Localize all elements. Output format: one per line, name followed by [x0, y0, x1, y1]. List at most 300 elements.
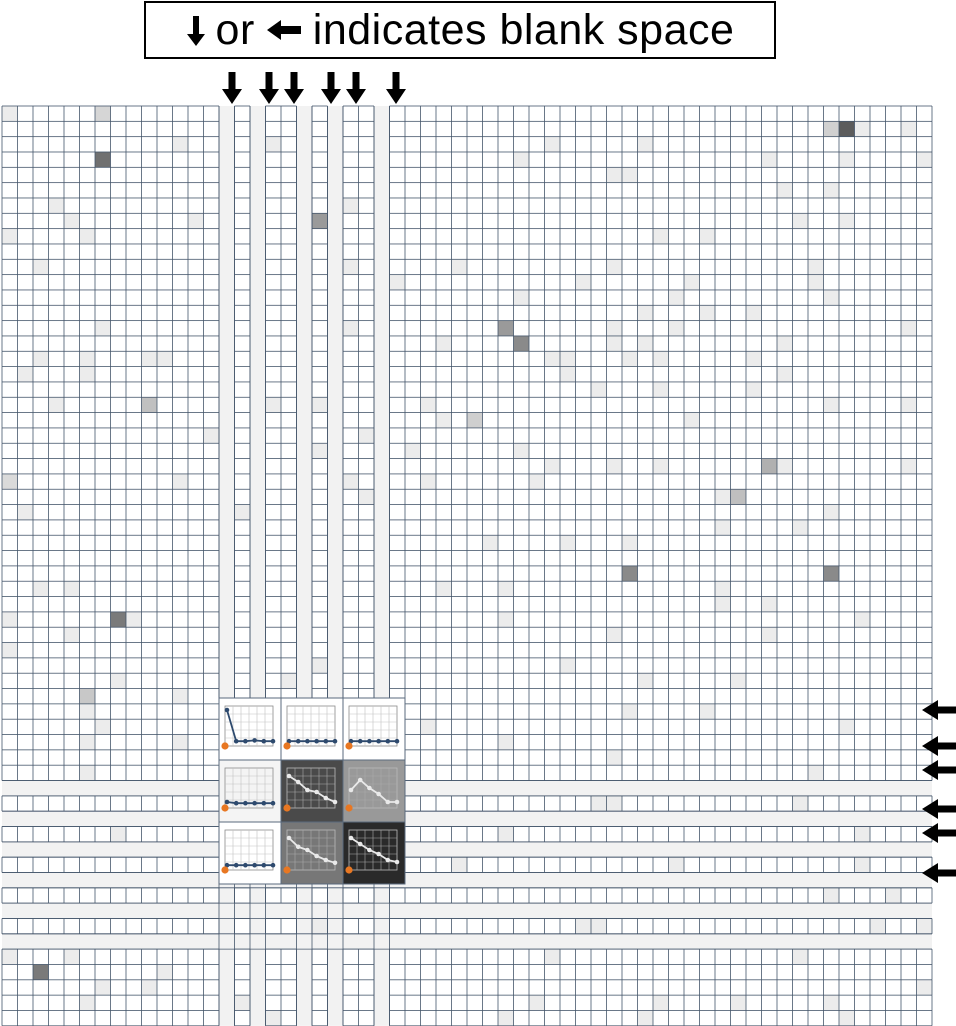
matrix-cell: [498, 443, 514, 458]
matrix-cell: [18, 673, 34, 688]
matrix-cell: [64, 428, 80, 443]
matrix-cell: [591, 995, 607, 1010]
matrix-cell: [188, 689, 204, 704]
matrix-cell: [49, 505, 65, 520]
matrix-cell: [917, 290, 933, 305]
matrix-cell: [204, 750, 220, 765]
matrix-cell: [266, 474, 282, 489]
matrix-cell: [126, 827, 142, 842]
matrix-cell: [746, 765, 762, 780]
matrix-cell: [870, 459, 886, 474]
matrix-cell: [2, 290, 18, 305]
matrix-cell: [142, 290, 158, 305]
matrix-cell: [421, 765, 437, 780]
matrix-cell: [452, 995, 468, 1010]
matrix-cell: [188, 627, 204, 642]
matrix-cell: [560, 413, 576, 428]
matrix-cell: [18, 290, 34, 305]
matrix-cell: [793, 719, 809, 734]
matrix-cell: [824, 918, 840, 933]
matrix-cell: [529, 566, 545, 581]
matrix-cell: [126, 321, 142, 336]
matrix-cell: [886, 413, 902, 428]
matrix-cell: [560, 351, 576, 366]
matrix-cell: [405, 290, 421, 305]
matrix-cell: [390, 627, 406, 642]
matrix-cell: [684, 152, 700, 167]
blank-row-band: [2, 934, 932, 949]
matrix-cell: [700, 918, 716, 933]
matrix-cell: [204, 137, 220, 152]
matrix-cell: [855, 551, 871, 566]
matrix-cell: [700, 964, 716, 979]
matrix-cell: [793, 520, 809, 535]
matrix-cell: [436, 1010, 452, 1025]
matrix-cell: [824, 719, 840, 734]
matrix-cell: [746, 888, 762, 903]
matrix-cell: [157, 213, 173, 228]
matrix-cell: [917, 719, 933, 734]
matrix-cell: [64, 551, 80, 566]
matrix-cell: [157, 597, 173, 612]
matrix-cell: [576, 566, 592, 581]
matrix-cell: [545, 597, 561, 612]
matrix-cell: [638, 428, 654, 443]
matrix-cell: [2, 796, 18, 811]
matrix-cell: [359, 535, 375, 550]
matrix-cell: [901, 612, 917, 627]
matrix-cell: [669, 566, 685, 581]
matrix-cell: [405, 520, 421, 535]
matrix-cell: [452, 474, 468, 489]
matrix-cell: [793, 995, 809, 1010]
matrix-cell: [64, 275, 80, 290]
matrix-cell: [638, 535, 654, 550]
matrix-cell: [839, 183, 855, 198]
matrix-cell: [731, 505, 747, 520]
matrix-cell: [204, 167, 220, 182]
matrix-cell: [669, 719, 685, 734]
matrix-cell: [622, 428, 638, 443]
matrix-cell: [452, 827, 468, 842]
matrix-cell: [870, 474, 886, 489]
matrix-cell: [529, 535, 545, 550]
matrix-cell: [204, 505, 220, 520]
matrix-cell: [855, 198, 871, 213]
matrix-cell: [886, 397, 902, 412]
matrix-cell: [483, 857, 499, 872]
matrix-cell: [529, 259, 545, 274]
matrix-cell: [731, 259, 747, 274]
matrix-cell: [762, 474, 778, 489]
matrix-cell: [142, 658, 158, 673]
matrix-cell: [235, 535, 251, 550]
matrix-cell: [607, 551, 623, 566]
matrix-cell: [715, 658, 731, 673]
matrix-cell: [126, 796, 142, 811]
matrix-cell: [638, 351, 654, 366]
matrix-cell: [343, 367, 359, 382]
matrix-cell: [839, 305, 855, 320]
matrix-cell: [235, 137, 251, 152]
matrix-cell: [204, 198, 220, 213]
matrix-cell: [886, 643, 902, 658]
matrix-cell: [653, 673, 669, 688]
matrix-cell: [638, 888, 654, 903]
matrix-cell: [901, 183, 917, 198]
matrix-cell: [808, 949, 824, 964]
matrix-cell: [808, 305, 824, 320]
matrix-cell: [390, 995, 406, 1010]
matrix-cell: [514, 321, 530, 336]
matrix-cell: [452, 428, 468, 443]
matrix-cell: [281, 597, 297, 612]
matrix-cell: [281, 152, 297, 167]
matrix-cell: [204, 336, 220, 351]
matrix-cell: [467, 167, 483, 182]
matrix-cell: [421, 750, 437, 765]
matrix-cell: [560, 980, 576, 995]
matrix-cell: [839, 566, 855, 581]
matrix-cell: [622, 505, 638, 520]
matrix-cell: [669, 152, 685, 167]
matrix-cell: [514, 827, 530, 842]
matrix-cell: [80, 290, 96, 305]
matrix-cell: [436, 321, 452, 336]
matrix-cell: [95, 167, 111, 182]
matrix-cell: [498, 627, 514, 642]
matrix-cell: [188, 888, 204, 903]
matrix-cell: [715, 918, 731, 933]
matrix-cell: [746, 321, 762, 336]
matrix-cell: [638, 658, 654, 673]
matrix-cell: [715, 121, 731, 136]
matrix-cell: [390, 244, 406, 259]
matrix-cell: [839, 121, 855, 136]
matrix-cell: [421, 949, 437, 964]
matrix-cell: [2, 459, 18, 474]
matrix-cell: [266, 673, 282, 688]
matrix-cell: [204, 397, 220, 412]
matrix-cell: [2, 275, 18, 290]
matrix-cell: [343, 612, 359, 627]
matrix-cell: [80, 964, 96, 979]
matrix-cell: [498, 351, 514, 366]
matrix-cell: [684, 336, 700, 351]
matrix-cell: [281, 627, 297, 642]
matrix-cell: [173, 689, 189, 704]
matrix-cell: [731, 612, 747, 627]
matrix-cell: [622, 1010, 638, 1025]
matrix-cell: [824, 1010, 840, 1025]
matrix-cell: [545, 750, 561, 765]
matrix-cell: [560, 505, 576, 520]
matrix-cell: [762, 964, 778, 979]
matrix-cell: [188, 152, 204, 167]
matrix-cell: [746, 489, 762, 504]
matrix-cell: [266, 336, 282, 351]
matrix-cell: [839, 520, 855, 535]
matrix-cell: [405, 949, 421, 964]
matrix-cell: [467, 321, 483, 336]
matrix-cell: [793, 980, 809, 995]
matrix-cell: [684, 229, 700, 244]
matrix-cell: [731, 290, 747, 305]
matrix-cell: [421, 643, 437, 658]
matrix-cell: [545, 918, 561, 933]
matrix-cell: [560, 474, 576, 489]
matrix-cell: [684, 888, 700, 903]
matrix-cell: [111, 167, 127, 182]
matrix-cell: [560, 581, 576, 596]
matrix-cell: [901, 704, 917, 719]
matrix-cell: [591, 949, 607, 964]
matrix-cell: [638, 244, 654, 259]
matrix-cell: [18, 244, 34, 259]
matrix-cell: [746, 535, 762, 550]
matrix-cell: [33, 198, 49, 213]
matrix-cell: [142, 505, 158, 520]
matrix-cell: [281, 888, 297, 903]
matrix-cell: [312, 121, 328, 136]
matrix-cell: [266, 229, 282, 244]
matrix-cell: [80, 367, 96, 382]
matrix-cell: [715, 229, 731, 244]
matrix-cell: [901, 643, 917, 658]
matrix-cell: [33, 796, 49, 811]
matrix-cell: [855, 305, 871, 320]
matrix-cell: [80, 689, 96, 704]
matrix-cell: [839, 137, 855, 152]
matrix-cell: [839, 535, 855, 550]
matrix-cell: [824, 305, 840, 320]
matrix-cell: [622, 259, 638, 274]
matrix-cell: [467, 689, 483, 704]
matrix-cell: [126, 397, 142, 412]
matrix-cell: [793, 597, 809, 612]
matrix-cell: [917, 750, 933, 765]
matrix-cell: [591, 505, 607, 520]
matrix-cell: [111, 305, 127, 320]
matrix-cell: [824, 474, 840, 489]
matrix-cell: [498, 397, 514, 412]
matrix-cell: [467, 612, 483, 627]
matrix-cell: [467, 382, 483, 397]
matrix-cell: [560, 152, 576, 167]
matrix-cell: [33, 152, 49, 167]
matrix-cell: [235, 612, 251, 627]
matrix-cell: [2, 244, 18, 259]
matrix-cell: [576, 658, 592, 673]
matrix-cell: [653, 382, 669, 397]
matrix-cell: [266, 321, 282, 336]
matrix-cell: [142, 627, 158, 642]
matrix-cell: [436, 719, 452, 734]
matrix-cell: [157, 275, 173, 290]
matrix-cell: [793, 489, 809, 504]
matrix-cell: [638, 1010, 654, 1025]
matrix-cell: [2, 198, 18, 213]
matrix-cell: [359, 152, 375, 167]
matrix-cell: [576, 428, 592, 443]
matrix-cell: [762, 995, 778, 1010]
matrix-cell: [95, 796, 111, 811]
matrix-cell: [762, 597, 778, 612]
matrix-cell: [607, 520, 623, 535]
matrix-cell: [715, 167, 731, 182]
matrix-cell: [684, 443, 700, 458]
matrix-cell: [870, 566, 886, 581]
matrix-cell: [235, 106, 251, 121]
matrix-cell: [436, 612, 452, 627]
matrix-cell: [855, 827, 871, 842]
matrix-cell: [839, 489, 855, 504]
matrix-cell: [545, 275, 561, 290]
matrix-cell: [638, 305, 654, 320]
matrix-cell: [808, 888, 824, 903]
matrix-cell: [498, 305, 514, 320]
matrix-cell: [545, 397, 561, 412]
matrix-cell: [715, 459, 731, 474]
matrix-cell: [638, 259, 654, 274]
matrix-cell: [607, 397, 623, 412]
matrix-cell: [80, 643, 96, 658]
matrix-cell: [405, 796, 421, 811]
matrix-cell: [808, 397, 824, 412]
matrix-cell: [498, 796, 514, 811]
matrix-cell: [359, 397, 375, 412]
matrix-cell: [359, 964, 375, 979]
matrix-cell: [514, 305, 530, 320]
matrix-cell: [18, 750, 34, 765]
matrix-cell: [622, 121, 638, 136]
matrix-cell: [498, 290, 514, 305]
matrix-cell: [731, 918, 747, 933]
matrix-cell: [669, 612, 685, 627]
matrix-cell: [142, 167, 158, 182]
matrix-cell: [33, 535, 49, 550]
matrix-cell: [235, 152, 251, 167]
matrix-cell: [142, 351, 158, 366]
matrix-cell: [762, 888, 778, 903]
matrix-cell: [715, 964, 731, 979]
matrix-cell: [281, 382, 297, 397]
matrix-cell: [638, 980, 654, 995]
matrix-cell: [343, 949, 359, 964]
matrix-cell: [49, 643, 65, 658]
matrix-cell: [204, 704, 220, 719]
matrix-cell: [436, 198, 452, 213]
matrix-cell: [777, 612, 793, 627]
matrix-cell: [638, 290, 654, 305]
matrix-cell: [95, 735, 111, 750]
matrix-cell: [777, 765, 793, 780]
matrix-cell: [2, 397, 18, 412]
matrix-cell: [157, 443, 173, 458]
matrix-cell: [436, 489, 452, 504]
matrix-cell: [49, 229, 65, 244]
matrix-cell: [80, 106, 96, 121]
matrix-cell: [235, 382, 251, 397]
matrix-cell: [2, 321, 18, 336]
matrix-cell: [359, 137, 375, 152]
matrix-cell: [126, 612, 142, 627]
matrix-cell: [142, 198, 158, 213]
matrix-cell: [498, 229, 514, 244]
matrix-cell: [421, 535, 437, 550]
matrix-cell: [514, 995, 530, 1010]
matrix-cell: [560, 183, 576, 198]
matrix-cell: [514, 489, 530, 504]
matrix-cell: [281, 612, 297, 627]
matrix-cell: [436, 459, 452, 474]
matrix-cell: [607, 857, 623, 872]
matrix-cell: [746, 597, 762, 612]
matrix-cell: [560, 336, 576, 351]
matrix-cell: [622, 305, 638, 320]
matrix-cell: [576, 597, 592, 612]
matrix-cell: [793, 888, 809, 903]
matrix-cell: [157, 857, 173, 872]
matrix-cell: [142, 183, 158, 198]
matrix-cell: [64, 949, 80, 964]
matrix-cell: [700, 980, 716, 995]
matrix-cell: [142, 964, 158, 979]
matrix-cell: [2, 305, 18, 320]
matrix-cell: [560, 275, 576, 290]
matrix-cell: [390, 597, 406, 612]
matrix-cell: [607, 336, 623, 351]
matrix-cell: [653, 643, 669, 658]
matrix-cell: [560, 643, 576, 658]
matrix-cell: [731, 627, 747, 642]
matrix-cell: [111, 336, 127, 351]
matrix-cell: [793, 796, 809, 811]
matrix-cell: [188, 413, 204, 428]
matrix-cell: [576, 121, 592, 136]
matrix-cell: [359, 275, 375, 290]
matrix-cell: [529, 719, 545, 734]
matrix-cell: [808, 443, 824, 458]
matrix-cell: [886, 505, 902, 520]
matrix-cell: [870, 167, 886, 182]
matrix-cell: [901, 765, 917, 780]
matrix-cell: [2, 229, 18, 244]
matrix-cell: [684, 918, 700, 933]
matrix-cell: [235, 321, 251, 336]
matrix-cell: [111, 213, 127, 228]
matrix-cell: [839, 459, 855, 474]
matrix-cell: [188, 750, 204, 765]
matrix-cell: [436, 535, 452, 550]
matrix-cell: [452, 1010, 468, 1025]
matrix-cell: [452, 505, 468, 520]
matrix-cell: [157, 689, 173, 704]
matrix-cell: [607, 612, 623, 627]
matrix-cell: [793, 428, 809, 443]
matrix-cell: [483, 321, 499, 336]
matrix-cell: [483, 229, 499, 244]
matrix-cell: [901, 198, 917, 213]
matrix-cell: [80, 244, 96, 259]
matrix-cell: [653, 888, 669, 903]
matrix-cell: [343, 459, 359, 474]
matrix-cell: [808, 259, 824, 274]
matrix-cell: [173, 735, 189, 750]
matrix-cell: [49, 658, 65, 673]
matrix-cell: [824, 857, 840, 872]
matrix-cell: [266, 305, 282, 320]
